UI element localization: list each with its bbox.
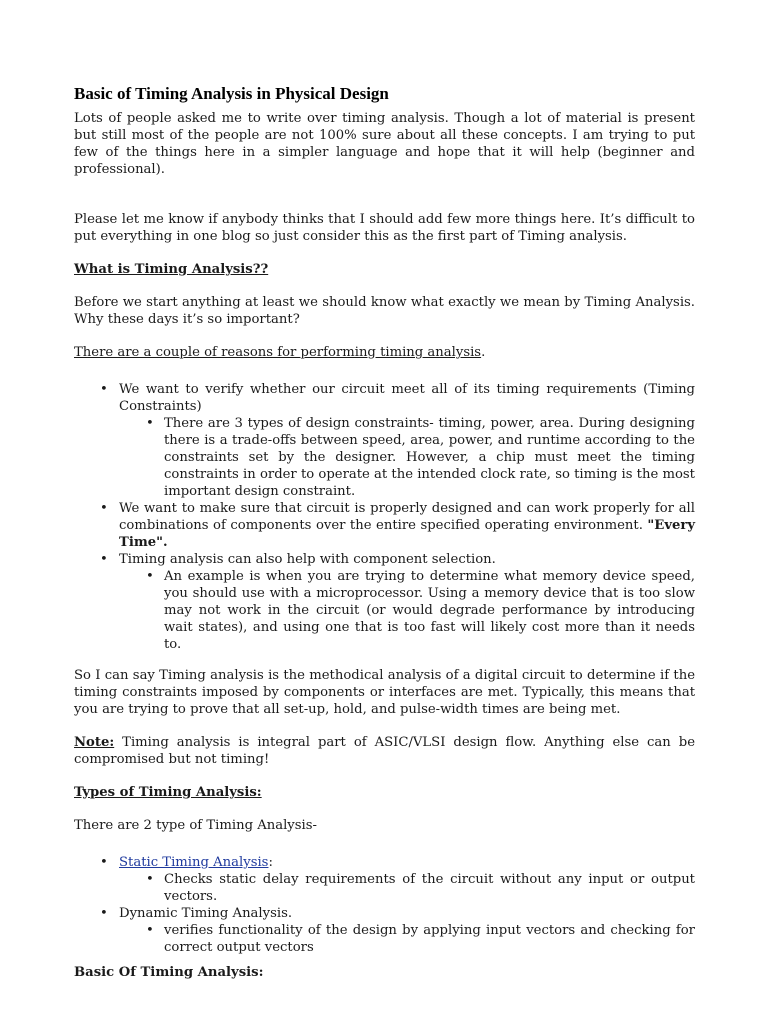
bullet-icon: • <box>100 501 108 516</box>
static-timing-analysis-link[interactable]: Static Timing Analysis <box>119 855 269 870</box>
bullet-icon: • <box>100 552 108 567</box>
link-colon: : <box>268 855 273 870</box>
list-item-text: An example is when you are trying to determine what memory device speed, you should use with a microprocessor. Using a memory device that is too slow may not work in the circuit (or would degrade performance by introducing wait states), and using one that is too fast will likely cost more than it needs to. <box>164 569 695 652</box>
bullet-icon: • <box>100 855 108 870</box>
section-heading-text: What is Timing Analysis?? <box>74 262 269 277</box>
list-item-text: We want to make sure that circuit is properly designed and can work properly for all combinations of components over the entire specified operating environment. <box>119 501 695 533</box>
section-heading-text: Types of Timing Analysis: <box>74 785 262 800</box>
bullet-icon: • <box>146 872 154 887</box>
list-item <box>74 500 695 551</box>
section-heading-text: Basic Of Timing Analysis: <box>74 965 264 980</box>
list-item-text: We want to verify whether our circuit meet all of its timing requirements (Timing Constraints) <box>119 382 695 414</box>
bullet-icon: • <box>100 382 108 397</box>
list-item-text: Checks static delay requirements of the circuit without any input or output vectors. <box>164 872 695 904</box>
page-title: Basic of Timing Analysis in Physical Design <box>74 84 389 103</box>
section-heading-types <box>74 784 695 801</box>
note-label: Note: <box>74 735 115 750</box>
reasons-list <box>74 381 695 653</box>
reasons-lead <box>74 344 695 361</box>
note-paragraph <box>74 734 695 768</box>
document-body <box>74 84 695 981</box>
list-item-emphasis: "Every Time". <box>119 518 695 550</box>
list-item <box>74 854 695 905</box>
list-item <box>119 415 695 500</box>
list-item-text: verifies functionality of the design by applying input vectors and checking for correct output vectors <box>164 923 695 955</box>
list-item-text: Dynamic Timing Analysis. <box>119 906 293 921</box>
list-item-text: There are 3 types of design constraints- timing, power, area. During designing there is a trade-offs between speed, area, power, and runtime according to the constraints set by the designer. However, a chip must meet the timing constraints in order to operate at the intended clock rate, so timing is the most important design constraint. <box>164 416 695 499</box>
list-item-text: Timing analysis can also help with component selection. <box>119 552 496 567</box>
what-is-paragraph: Before we start anything at least we should know what exactly we mean by Timing Analysis. Why these days it’s so important? <box>74 295 695 327</box>
list-item <box>119 922 695 956</box>
reasons-lead-period: . <box>481 345 486 360</box>
list-item <box>119 871 695 905</box>
types-paragraph: There are 2 type of Timing Analysis- <box>74 818 317 833</box>
section-heading-what-is <box>74 261 695 278</box>
intro-paragraph-2: Please let me know if anybody thinks that I should add few more things here. It’s difficult to put everything in one blog so just consider this as the first part of Timing analysis. <box>74 212 695 244</box>
types-list <box>74 854 695 956</box>
sub-list <box>119 568 695 653</box>
list-item <box>119 568 695 653</box>
intro-paragraph: Lots of people asked me to write over timing analysis. Though a lot of material is present but still most of the people are not 100% sure about all these concepts. I am trying to put few of the things here in a simpler language and hope that it will help (beginner and professional). <box>74 111 695 177</box>
list-item <box>74 381 695 500</box>
bullet-icon: • <box>146 923 154 938</box>
sub-list <box>119 415 695 500</box>
section-heading-basic <box>74 964 695 981</box>
bullet-icon: • <box>146 569 154 584</box>
list-item <box>74 905 695 956</box>
summary-paragraph: So I can say Timing analysis is the methodical analysis of a digital circuit to determine if the timing constraints imposed by components or interfaces are met. Typically, this means that you are trying to prove that all set-up, hold, and pulse-width times are being met. <box>74 668 695 717</box>
sub-list <box>119 922 695 956</box>
note-text: Timing analysis is integral part of ASIC/VLSI design flow. Anything else can be compromised but not timing! <box>74 735 695 767</box>
sub-list <box>119 871 695 905</box>
bullet-icon: • <box>100 906 108 921</box>
reasons-lead-text: There are a couple of reasons for performing timing analysis <box>74 345 482 360</box>
bullet-icon: • <box>146 416 154 431</box>
list-item <box>74 551 695 653</box>
